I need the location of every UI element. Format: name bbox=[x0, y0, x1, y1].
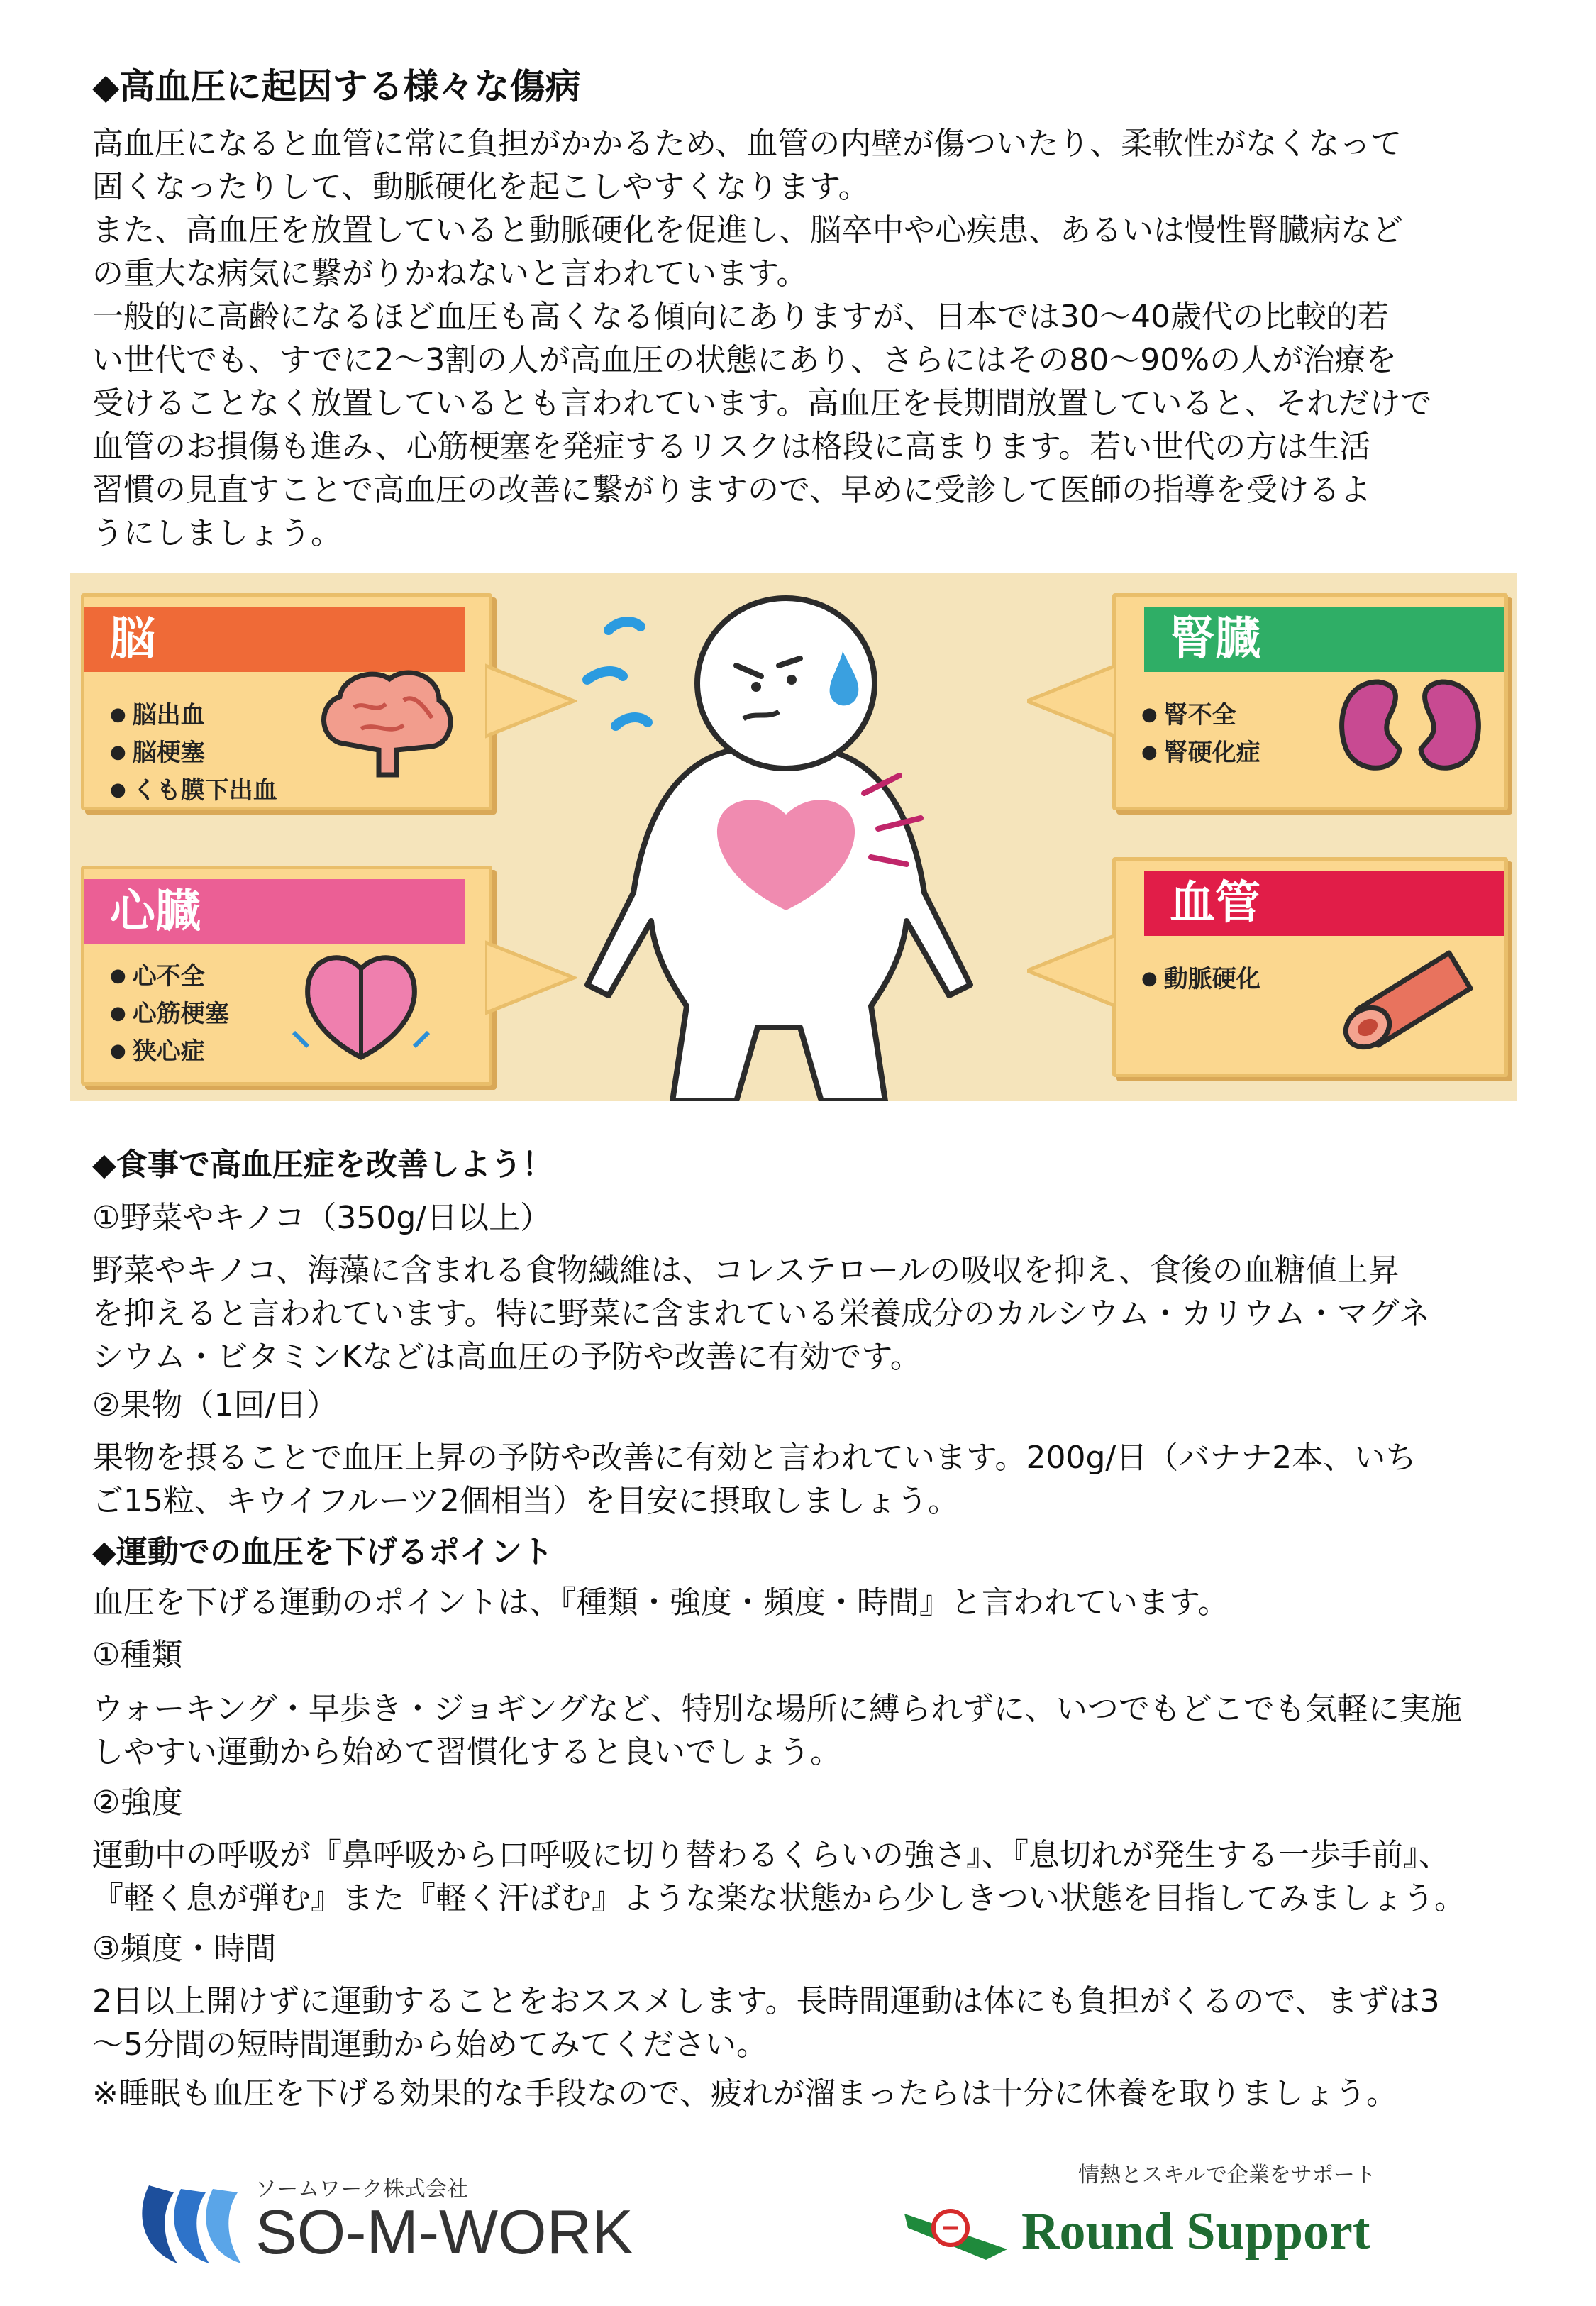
exercise-intro: 血圧を下げる運動のポイントは、『種類・強度・頻度・時間』と言われています。 bbox=[92, 1584, 1229, 1621]
diet-sub2: ②果物（1回/日） bbox=[92, 1387, 338, 1423]
list-item: ● 腎不全 bbox=[1141, 696, 1260, 734]
paragraph-line: ～5分間の短時間運動から始めてみてください。 bbox=[92, 2026, 767, 2063]
exercise-body1 bbox=[92, 1687, 1511, 1774]
blood-vessel-icon bbox=[1329, 932, 1492, 1052]
paragraph-line: 果物を摂ることで血圧上昇の予防や改善に有効と言われています。200g/日（バナナ2本、いち bbox=[92, 1440, 1417, 1476]
list-item: ● 動脈硬化 bbox=[1141, 960, 1260, 998]
somwork-name: SO-M-WORK bbox=[255, 2197, 633, 2267]
paragraph-line: 高血圧になると血管に常に負担がかかるため、血管の内壁が傷ついたり、柔軟性がなくなって bbox=[92, 126, 1402, 162]
vessel-card-pointer bbox=[1027, 928, 1116, 1013]
diet-body2 bbox=[92, 1436, 1511, 1523]
list-item: ● 脳梗塞 bbox=[110, 734, 277, 771]
paragraph-line: 2日以上開けずに運動することをおススメします。長時間運動は体にも負担がくるので、まずは3 bbox=[92, 1983, 1440, 2019]
diet-sub1: ①野菜やキノコ（350g/日以上） bbox=[92, 1200, 552, 1236]
heart-card bbox=[81, 866, 492, 1086]
paragraph-line: しやすい運動から始めて習慣化すると良いでしょう。 bbox=[92, 1734, 841, 1770]
paragraph-line: を抑えると言われています。特に野菜に含まれている栄養成分のカルシウム・カリウム・マグネ bbox=[92, 1296, 1431, 1332]
kidney-items bbox=[1141, 696, 1260, 771]
paragraph-line: い世代でも、すでに2～3割の人が高血圧の状態にあり、さらにはその80～90%の人が治療を bbox=[92, 342, 1397, 378]
kidney-icon bbox=[1329, 675, 1492, 781]
section-heading-diseases: ◆高血圧に起因する様々な傷病 bbox=[92, 66, 581, 107]
exercise-note: ※睡眠も血圧を下げる効果的な手段なので、疲れが溜まったらは十分に休養を取りましょう。 bbox=[92, 2075, 1397, 2112]
paragraph-line: 血管のお損傷も進み、心筋梗塞を発症するリスクは格段に高まります。若い世代の方は生活 bbox=[92, 429, 1371, 465]
list-item: ● 心不全 bbox=[110, 957, 229, 995]
kidney-title: 腎臓 bbox=[1144, 607, 1504, 672]
somwork-logo bbox=[135, 2171, 745, 2271]
paragraph-line: の重大な病気に繋がりかねないと言われています。 bbox=[92, 255, 808, 292]
list-item: ● 心筋梗塞 bbox=[110, 995, 229, 1032]
person-illustration bbox=[566, 587, 1020, 1101]
paragraph-line: シウム・ビタミンKなどは高血圧の予防や改善に有効です。 bbox=[92, 1339, 921, 1375]
paragraph-line: 野菜やキノコ、海藻に含まれる食物繊維は、コレステロールの吸収を抑え、食後の血糖値上昇 bbox=[92, 1252, 1400, 1289]
brain-card bbox=[81, 593, 492, 810]
exercise-body3 bbox=[92, 1980, 1511, 2066]
paragraph-line: 習慣の見直すことで高血圧の改善に繋がりますので、早めに受診して医師の指導を受けるよ bbox=[92, 472, 1372, 508]
paragraph-line: 『軽く息が弾む』また『軽く汗ばむ』ような楽な状態から少しきつい状態を目指してみましょう。 bbox=[92, 1880, 1465, 1916]
diseases-infographic bbox=[70, 573, 1517, 1101]
vessel-card bbox=[1112, 857, 1508, 1077]
paragraph-line: 受けることなく放置しているとも言われています。高血圧を長期間放置していると、それだけで bbox=[92, 385, 1432, 421]
paragraph-line: 固くなったりして、動脈硬化を起こしやすくなります。 bbox=[92, 169, 870, 205]
exercise-body2 bbox=[92, 1833, 1546, 1920]
list-item: ● くも膜下出血 bbox=[110, 771, 277, 809]
heart-organ-icon bbox=[290, 947, 432, 1068]
vessel-title: 血管 bbox=[1144, 871, 1504, 936]
brain-icon bbox=[311, 665, 460, 785]
heart-card-pointer bbox=[485, 935, 577, 1020]
section-heading-exercise: ◆運動での血圧を下げるポイント bbox=[92, 1534, 553, 1570]
round-support-logo bbox=[901, 2157, 1539, 2278]
kidney-card bbox=[1112, 593, 1508, 810]
paragraph-line: ウォーキング・早歩き・ジョギングなど、特別な場所に縛られずに、いつでもどこでも気軽に実施 bbox=[92, 1691, 1462, 1727]
paragraph-line: うにしましょう。 bbox=[92, 515, 342, 551]
list-item: ● 腎硬化症 bbox=[1141, 734, 1260, 771]
list-item: ● 脳出血 bbox=[110, 696, 277, 734]
exercise-sub3: ③頻度・時間 bbox=[92, 1931, 277, 1967]
brain-card-pointer bbox=[485, 658, 577, 744]
exercise-sub2: ②強度 bbox=[92, 1784, 183, 1821]
exercise-sub1: ①種類 bbox=[92, 1637, 183, 1673]
section-heading-diet: ◆食事で高血圧症を改善しよう！ bbox=[92, 1147, 553, 1183]
paragraph-line: 一般的に高齢になるほど血圧も高くなる傾向にありますが、日本では30～40歳代の比較的若 bbox=[92, 299, 1389, 335]
brain-items bbox=[110, 696, 277, 809]
paragraph-line: また、高血圧を放置していると動脈硬化を促進し、脳卒中や心疾患、あるいは慢性腎臓病など bbox=[92, 212, 1403, 248]
round-support-mark-icon bbox=[901, 2200, 1014, 2263]
diet-body1 bbox=[92, 1249, 1511, 1379]
paragraph-line: ご15粒、キウイフルーツ2個相当）を目安に摂取しましょう。 bbox=[92, 1483, 959, 1519]
heart-items bbox=[110, 957, 229, 1070]
heart-title: 心臓 bbox=[84, 879, 465, 944]
kidney-card-pointer bbox=[1027, 658, 1116, 744]
section-body-diseases bbox=[92, 122, 1511, 555]
list-item: ● 狭心症 bbox=[110, 1032, 229, 1070]
round-support-name: Round Support bbox=[1021, 2202, 1370, 2261]
brain-title: 脳 bbox=[84, 607, 465, 672]
round-support-tagline: 情熱とスキルで企業をサポート bbox=[1078, 2163, 1376, 2188]
paragraph-line: 運動中の呼吸が『鼻呼吸から口呼吸に切り替わるくらいの強さ』、『息切れが発生する一歩手前』、 bbox=[92, 1837, 1450, 1873]
somwork-mark-icon bbox=[135, 2171, 248, 2271]
somwork-subtitle: ソームワーク株式会社 bbox=[255, 2177, 468, 2202]
vessel-items bbox=[1141, 960, 1260, 998]
